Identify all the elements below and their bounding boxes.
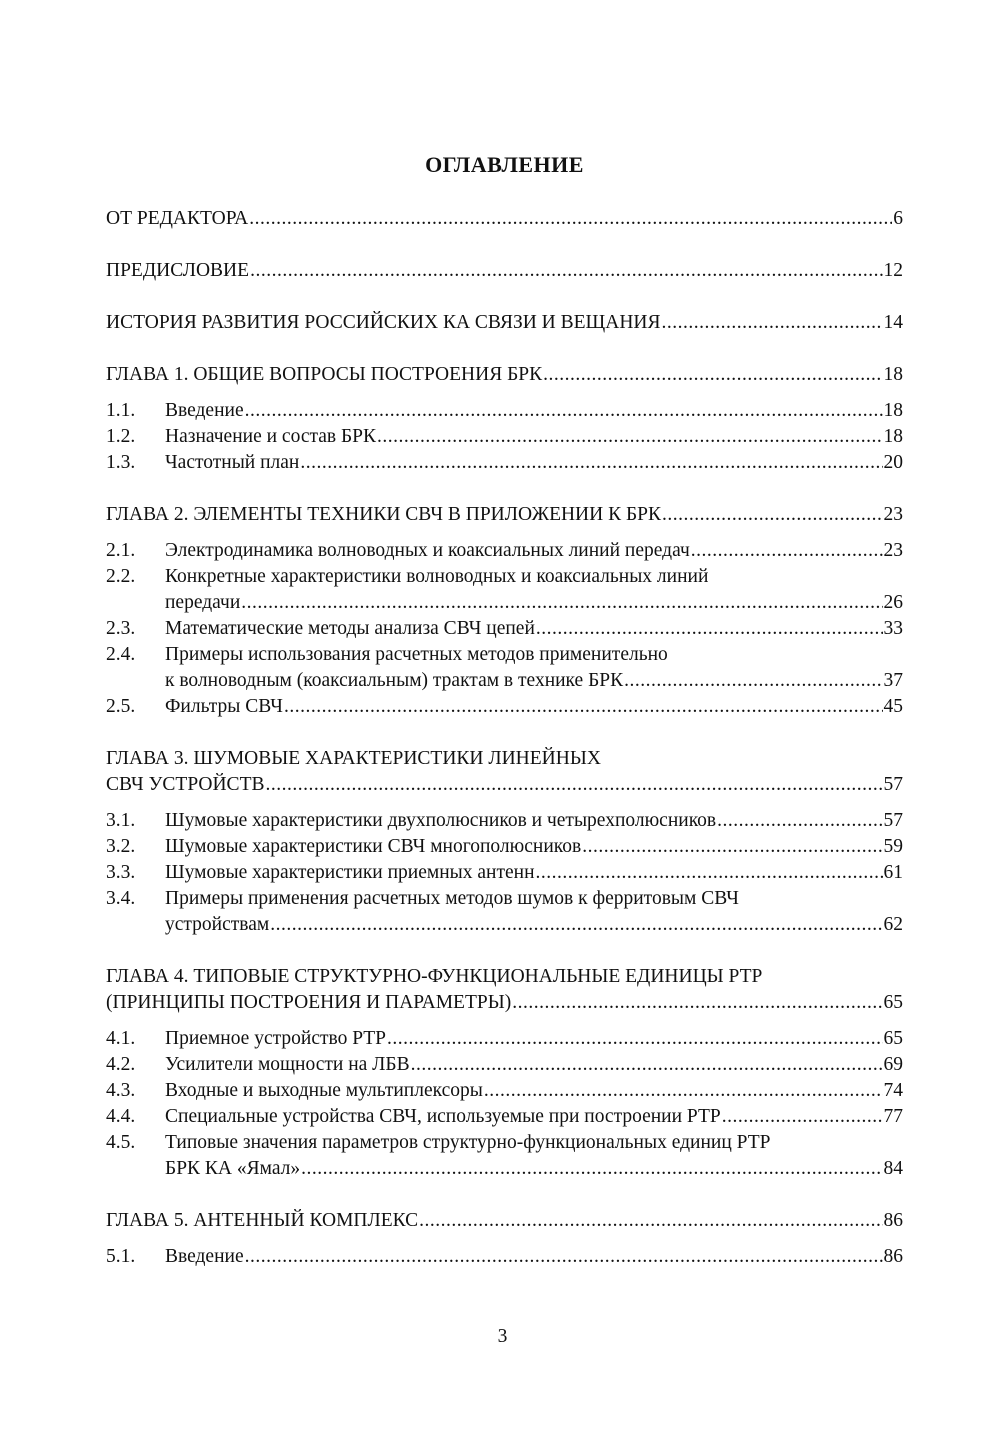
toc-entry-text: ГЛАВА 2. ЭЛЕМЕНТЫ ТЕХНИКИ СВЧ В ПРИЛОЖЕНИИ К БРК — [106, 504, 662, 525]
toc-leader-dots — [250, 258, 882, 284]
toc-page-number: 23 — [883, 504, 903, 525]
toc-entry-text-line-2: (ПРИНЦИПЫ ПОСТРОЕНИЯ И ПАРАМЕТРЫ) — [106, 992, 512, 1013]
toc-section-number: 3.1. — [106, 810, 136, 831]
toc-entry-section-5-1[interactable] — [106, 1244, 903, 1270]
toc-leader-dots — [266, 772, 883, 798]
toc-page-number: 33 — [883, 618, 903, 639]
toc-entry-text-line-1: ГЛАВА 3. ШУМОВЫЕ ХАРАКТЕРИСТИКИ ЛИНЕЙНЫХ — [106, 748, 601, 769]
toc-entry-editor[interactable] — [106, 206, 903, 232]
toc-leader-dots — [419, 1208, 882, 1234]
toc-leader-dots — [411, 1052, 883, 1078]
toc-leader-dots — [484, 1078, 883, 1104]
toc-section-number: 3.4. — [106, 888, 136, 909]
toc-entry-text-line-2: БРК КА «Ямал» — [165, 1158, 301, 1179]
toc-entry-section-1-2[interactable] — [106, 424, 903, 450]
toc-title: ОГЛАВЛЕНИЕ — [425, 152, 584, 177]
toc-section-number: 4.3. — [106, 1080, 136, 1101]
toc-entry-section-2-1[interactable] — [106, 538, 903, 564]
toc-entry-text: Частотный план — [165, 452, 300, 473]
toc-entry-section-2-2[interactable] — [106, 564, 903, 616]
toc-page-number: 65 — [883, 1028, 903, 1049]
toc-entry-chapter-1[interactable] — [106, 362, 903, 388]
toc-entry-section-3-1[interactable] — [106, 808, 903, 834]
toc-section-number: 1.1. — [106, 400, 136, 421]
toc-entry-text: Математические методы анализа СВЧ цепей — [165, 618, 535, 639]
toc-entry-section-3-2[interactable] — [106, 834, 903, 860]
toc-entry-text: ГЛАВА 5. АНТЕННЫЙ КОМПЛЕКС — [106, 1210, 419, 1231]
toc-section-number: 2.4. — [106, 644, 136, 665]
toc-page-number: 12 — [883, 260, 903, 281]
toc-leader-dots — [300, 450, 882, 476]
toc-entry-section-4-2[interactable] — [106, 1052, 903, 1078]
toc-section-number: 2.1. — [106, 540, 136, 561]
toc-section-number: 1.2. — [106, 426, 136, 447]
toc-section-number: 1.3. — [106, 452, 136, 473]
toc-page-number: 23 — [883, 540, 903, 561]
toc-page-number: 86 — [883, 1210, 903, 1231]
table-of-contents — [106, 206, 903, 1270]
toc-entry-text: Входные и выходные мультиплексоры — [165, 1080, 483, 1101]
toc-page-number: 74 — [883, 1080, 903, 1101]
toc-entry-text-line-2: к волноводным (коаксиальным) трактам в технике БРК — [165, 670, 624, 691]
toc-entry-text: Шумовые характеристики двухполюсников и четырехполюсников — [165, 810, 717, 831]
toc-entry-section-4-1[interactable] — [106, 1026, 903, 1052]
toc-entry-text: Усилители мощности на ЛБВ — [165, 1054, 410, 1075]
toc-section-number: 4.1. — [106, 1028, 136, 1049]
toc-page-number: 69 — [883, 1054, 903, 1075]
toc-leader-dots — [717, 808, 882, 834]
toc-leader-dots — [722, 1104, 883, 1130]
toc-leader-dots — [691, 538, 883, 564]
toc-page-number: 14 — [883, 312, 903, 333]
toc-page-number: 18 — [883, 400, 903, 421]
toc-entry-text: ПРЕДИСЛОВИЕ — [106, 260, 250, 281]
toc-page-number: 26 — [883, 592, 903, 613]
toc-entry-text-line-1: Типовые значения параметров структурно-функциональных единиц РТР — [165, 1132, 771, 1153]
toc-page-number: 62 — [883, 914, 903, 935]
toc-leader-dots — [241, 590, 882, 616]
toc-page-number: 86 — [883, 1246, 903, 1267]
toc-leader-dots — [284, 694, 883, 720]
toc-leader-dots — [661, 310, 882, 336]
toc-entry-section-3-3[interactable] — [106, 860, 903, 886]
toc-page-number: 6 — [893, 208, 903, 229]
toc-leader-dots — [662, 502, 882, 528]
toc-page-number: 37 — [883, 670, 903, 691]
toc-entry-text: Приемное устройство РТР — [165, 1028, 387, 1049]
toc-entry-text: ГЛАВА 1. ОБЩИЕ ВОПРОСЫ ПОСТРОЕНИЯ БРК — [106, 364, 543, 385]
toc-page-number: 57 — [883, 810, 903, 831]
toc-page-number: 77 — [883, 1106, 903, 1127]
toc-entry-section-1-3[interactable] — [106, 450, 903, 476]
toc-page-number: 20 — [883, 452, 903, 473]
toc-entry-text-line-1: Примеры использования расчетных методов применительно — [165, 644, 668, 665]
toc-entry-section-2-3[interactable] — [106, 616, 903, 642]
toc-leader-dots — [536, 860, 883, 886]
toc-page-number: 18 — [883, 364, 903, 385]
toc-entry-text: Введение — [165, 1246, 244, 1267]
toc-section-number: 2.3. — [106, 618, 136, 639]
toc-entry-chapter-3[interactable] — [106, 746, 903, 798]
toc-page-number: 18 — [883, 426, 903, 447]
toc-entry-history[interactable] — [106, 310, 903, 336]
toc-section-number: 4.5. — [106, 1132, 136, 1153]
toc-section-number: 2.2. — [106, 566, 136, 587]
toc-entry-text: ИСТОРИЯ РАЗВИТИЯ РОССИЙСКИХ КА СВЯЗИ И ВЕЩАНИЯ — [106, 312, 661, 333]
toc-page-number: 84 — [883, 1158, 903, 1179]
toc-entry-text: Шумовые характеристики СВЧ многополюсников — [165, 836, 582, 857]
toc-leader-dots — [582, 834, 882, 860]
toc-leader-dots — [245, 1244, 883, 1270]
toc-entry-section-4-5[interactable] — [106, 1130, 903, 1182]
toc-entry-text: Введение — [165, 400, 244, 421]
toc-section-number: 4.2. — [106, 1054, 136, 1075]
toc-section-number: 5.1. — [106, 1246, 136, 1267]
toc-leader-dots — [387, 1026, 882, 1052]
toc-entry-section-3-4[interactable] — [106, 886, 903, 938]
toc-entry-section-2-4[interactable] — [106, 642, 903, 694]
toc-entry-text: Шумовые характеристики приемных антенн — [165, 862, 535, 883]
toc-page-number: 57 — [883, 774, 903, 795]
toc-leader-dots — [377, 424, 882, 450]
toc-page-number: 65 — [883, 992, 903, 1013]
toc-leader-dots — [543, 362, 882, 388]
toc-page-number: 61 — [883, 862, 903, 883]
toc-entry-section-2-5[interactable] — [106, 694, 903, 720]
toc-entry-text: Назначение и состав БРК — [165, 426, 377, 447]
toc-entry-chapter-5[interactable] — [106, 1208, 903, 1234]
toc-section-number: 4.4. — [106, 1106, 136, 1127]
toc-leader-dots — [624, 668, 882, 694]
toc-section-number: 3.2. — [106, 836, 136, 857]
toc-entry-text-line-1: ГЛАВА 4. ТИПОВЫЕ СТРУКТУРНО-ФУНКЦИОНАЛЬНЫЕ ЕДИНИЦЫ РТР — [106, 966, 763, 987]
toc-section-number: 3.3. — [106, 862, 136, 883]
toc-entry-text-line-2: устройствам — [165, 914, 270, 935]
toc-entry-chapter-2[interactable] — [106, 502, 903, 528]
toc-leader-dots — [512, 990, 882, 1016]
toc-leader-dots — [245, 398, 883, 424]
toc-entry-text-line-1: Примеры применения расчетных методов шумов к ферритовым СВЧ — [165, 888, 739, 909]
page-number-footer: 3 — [497, 1326, 508, 1347]
toc-leader-dots — [249, 206, 892, 232]
toc-entry-chapter-4[interactable] — [106, 964, 903, 1016]
toc-entry-section-4-4[interactable] — [106, 1104, 903, 1130]
toc-leader-dots — [301, 1156, 882, 1182]
toc-page-number: 45 — [883, 696, 903, 717]
toc-entry-text: Специальные устройства СВЧ, используемые при построении РТР — [165, 1106, 721, 1127]
toc-page-number: 59 — [883, 836, 903, 857]
toc-entry-text-line-2: СВЧ УСТРОЙСТВ — [106, 774, 265, 795]
toc-entry-preface[interactable] — [106, 258, 903, 284]
toc-entry-section-1-1[interactable] — [106, 398, 903, 424]
toc-section-number: 2.5. — [106, 696, 136, 717]
toc-leader-dots — [270, 912, 882, 938]
toc-entry-text: ОТ РЕДАКТОРА — [106, 208, 249, 229]
toc-entry-text-line-2: передачи — [165, 592, 241, 613]
toc-entry-text: Фильтры СВЧ — [165, 696, 283, 717]
toc-entry-text: Электродинамика волноводных и коаксиальных линий передач — [165, 540, 690, 561]
toc-leader-dots — [536, 616, 883, 642]
toc-entry-section-4-3[interactable] — [106, 1078, 903, 1104]
toc-entry-text-line-1: Конкретные характеристики волноводных и коаксиальных линий — [165, 566, 709, 587]
